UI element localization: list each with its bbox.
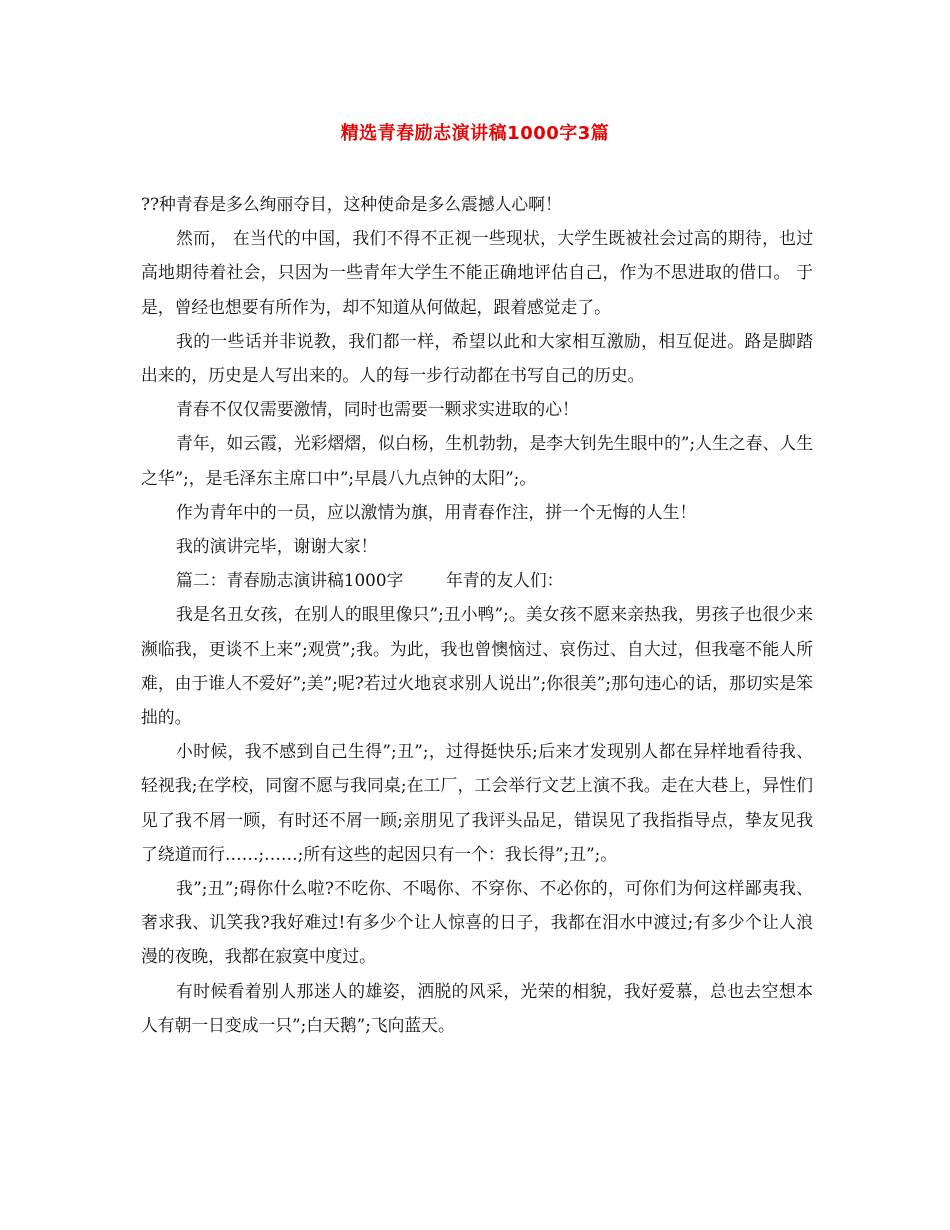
paragraph: 青年，如云霞，光彩熠熠，似白杨，生机勃勃，是李大钊先生眼中的”;人生之春、人生之华”;，是毛泽东主席口中”;早晨八九点钟的太阳”;。 — [141, 433, 813, 488]
document-body — [141, 187, 813, 1042]
paragraph: 我”;丑”;碍你什么啦?不吃你、不喝你、不穿你、不必你的，可你们为何这样鄙夷我、奢求我、讥笑我?我好难过!有多少个让人惊喜的日子，我都在泪水中渡过;有多少个让人浪漫的夜晚，我都在寂寞中度过。 — [141, 878, 813, 967]
section-heading: 篇二：青春励志演讲稿1000字 年青的友人们： — [176, 570, 564, 591]
document-title: 精选青春励志演讲稿1000字3篇 — [340, 123, 610, 144]
paragraph: 我的一些话并非说教，我们都一样，希望以此和大家相互激励，相互促进。路是脚踏出来的，历史是人写出来的。人的每一步行动都在书写自己的历史。 — [141, 330, 813, 386]
paragraph: 我的演讲完毕，谢谢大家！ — [176, 536, 378, 557]
paragraph: 有时候看着别人那迷人的雄姿，洒脱的风采，光荣的相貌，我好爱慕，总也去空想本人有朝一日变成一只”;白天鹅”;飞向蓝天。 — [141, 980, 813, 1035]
paragraph: 我是名丑女孩，在别人的眼里像只”;丑小鸭”;。美女孩不愿来亲热我，男孩子也很少来濒临我，更谈不上来”;观赏”;我。为此，我也曾懊恼过、哀伤过、自大过，但我毫不能人所难，由于谁人不爱好”;美”;呢?若过火地哀求别人说出”;你很美”;那句违心的话，那切实是笨拙的。 — [141, 604, 813, 728]
paragraph: 青春不仅仅需要激情，同时也需要一颗求实进取的心！ — [176, 399, 579, 420]
paragraph: 作为青年中的一员，应以激情为旗，用青春作注，拼一个无悔的人生！ — [176, 501, 697, 522]
paragraph: 小时候，我不感到自己生得”;丑”;，过得挺快乐;后来才发现别人都在异样地看待我、轻视我;在学校，同窗不愿与我同桌;在工厂，工会举行文艺上演不我。走在大巷上，异性们见了我不屑一顾，有时还不屑一顾;亲朋见了我评头品足，错误见了我指指导点，挚友见我了绕道而行……;……;所有这些的起因只有一个：我长得”;丑”;。 — [141, 741, 813, 864]
paragraph: 然而， 在当代的中国，我们不得不正视一些现状，大学生既被社会过高的期待，也过高地期待着社会，只因为一些青年大学生不能正确地评估自己，作为不思进取的借口。 于是，曾经也想要有所作为，却不知道从何做起，跟着感觉走了。 — [141, 228, 813, 317]
paragraph: ??种青春是多么绚丽夺目，这种使命是多么震撼人心啊！ — [141, 194, 562, 214]
